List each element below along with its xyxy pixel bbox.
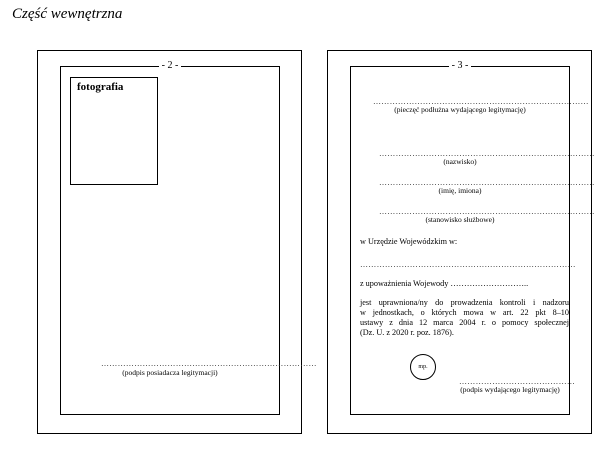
photo-label: fotografia <box>77 81 124 93</box>
page-right-frame <box>350 60 595 415</box>
paragraph-line: (Dz. U. z 2020 r. poz. 1876). <box>360 328 454 337</box>
names-caption: (imię, imiona) <box>438 186 482 195</box>
section-heading: Część wewnętrzna <box>12 6 123 22</box>
surname-caption: (nazwisko) <box>443 157 477 166</box>
issuer-signature-line: …………………………………… <box>459 377 576 386</box>
paragraph-line: w jednostkach, o których mowa w art. 22 pkt 8–10 <box>360 308 569 317</box>
page-right <box>327 50 595 434</box>
authority-paragraph <box>360 298 569 338</box>
page-left-frame <box>60 60 317 415</box>
names-line: …………………………………………………………………… <box>379 178 595 187</box>
office-line: …………………………………………………………………… <box>360 260 576 269</box>
position-caption: (stanowisko służbowe) <box>425 215 495 224</box>
issuer-signature-caption: (podpis wydającego legitymację) <box>460 385 560 394</box>
photo-box <box>70 77 158 185</box>
seal-text: mp. <box>418 364 428 370</box>
paragraph-line: jest uprawniona/ny do prowadzenia kontroli i nadzoru <box>360 298 569 307</box>
issuer-stamp-line: …………………………………………………………………… <box>373 97 589 106</box>
surname-line: …………………………………………………………………… <box>379 149 595 158</box>
page-number: - 2 - <box>61 60 279 72</box>
holder-signature-caption: (podpis posiadacza legitymacji) <box>122 368 218 377</box>
office-label: w Urzędzie Wojewódzkim w: <box>360 237 458 246</box>
holder-signature-line: …………………………………………………………………… <box>101 359 317 368</box>
page-left <box>37 50 317 434</box>
issuer-stamp-caption: (pieczęć podłużna wydającego legitymację) <box>394 105 526 114</box>
seal-circle <box>410 354 436 380</box>
page-number: - 3 - <box>351 60 569 72</box>
position-line: …………………………………………………………………… <box>379 207 595 216</box>
paragraph-line: ustawy z dnia 12 marca 2004 r. o pomocy społecznej <box>360 318 569 327</box>
authorization-text: z upoważnienia Wojewody ……………………….. <box>360 279 529 288</box>
